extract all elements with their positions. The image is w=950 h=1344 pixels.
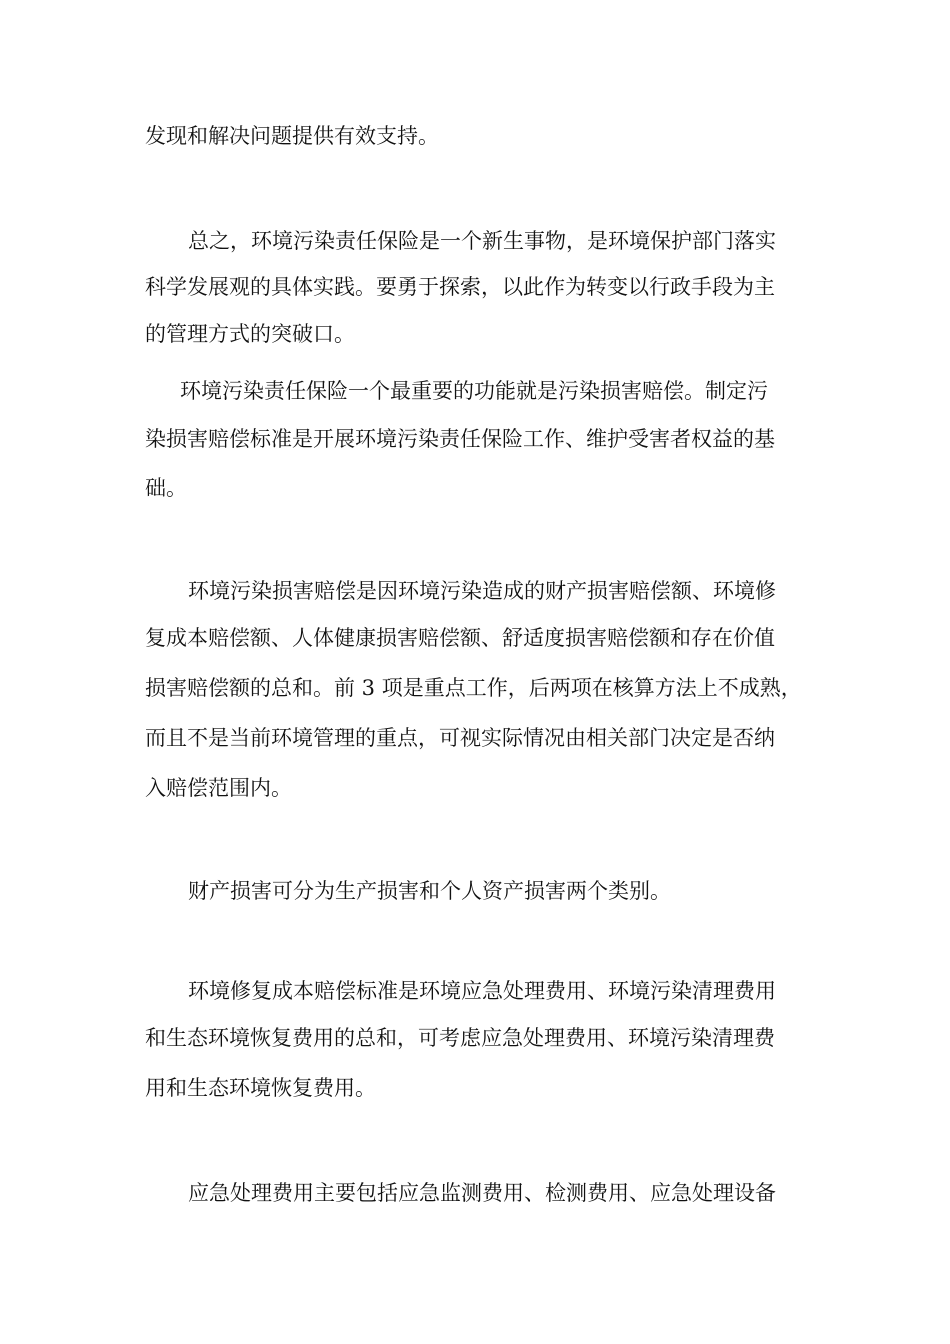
text-line: 用和生态环境恢复费用。 xyxy=(145,1076,376,1100)
text-line: 应急处理费用主要包括应急监测费用、检测费用、应急处理设备 xyxy=(188,1181,776,1205)
text-line: 和生态环境恢复费用的总和，可考虑应急处理费用、环境污染清理费 xyxy=(145,1026,775,1050)
text-line: 入赔偿范围内。 xyxy=(145,776,292,800)
text-line: 发现和解决问题提供有效支持。 xyxy=(145,124,439,148)
text-line: 环境污染责任保险一个最重要的功能就是污染损害赔偿。制定污 xyxy=(180,379,768,403)
text-line: 复成本赔偿额、人体健康损害赔偿额、舒适度损害赔偿额和存在价值 xyxy=(145,626,775,650)
text-line: 染损害赔偿标准是开展环境污染责任保险工作、维护受害者权益的基 xyxy=(145,427,775,451)
text-line: 的管理方式的突破口。 xyxy=(145,322,355,346)
text-line: 环境修复成本赔偿标准是环境应急处理费用、环境污染清理费用 xyxy=(188,979,776,1003)
text-line: 总之，环境污染责任保险是一个新生事物，是环境保护部门落实 xyxy=(188,229,776,253)
text-line: 环境污染损害赔偿是因环境污染造成的财产损害赔偿额、环境修 xyxy=(188,579,776,603)
text-line: 损害赔偿额的总和。前 3 项是重点工作，后两项在核算方法上不成熟， xyxy=(145,676,802,700)
text-line: 而且不是当前环境管理的重点，可视实际情况由相关部门决定是否纳 xyxy=(145,726,775,750)
text-line: 科学发展观的具体实践。要勇于探索，以此作为转变以行政手段为主 xyxy=(145,275,775,299)
text-line: 财产损害可分为生产损害和个人资产损害两个类别。 xyxy=(188,879,671,903)
text-line: 础。 xyxy=(145,476,187,500)
